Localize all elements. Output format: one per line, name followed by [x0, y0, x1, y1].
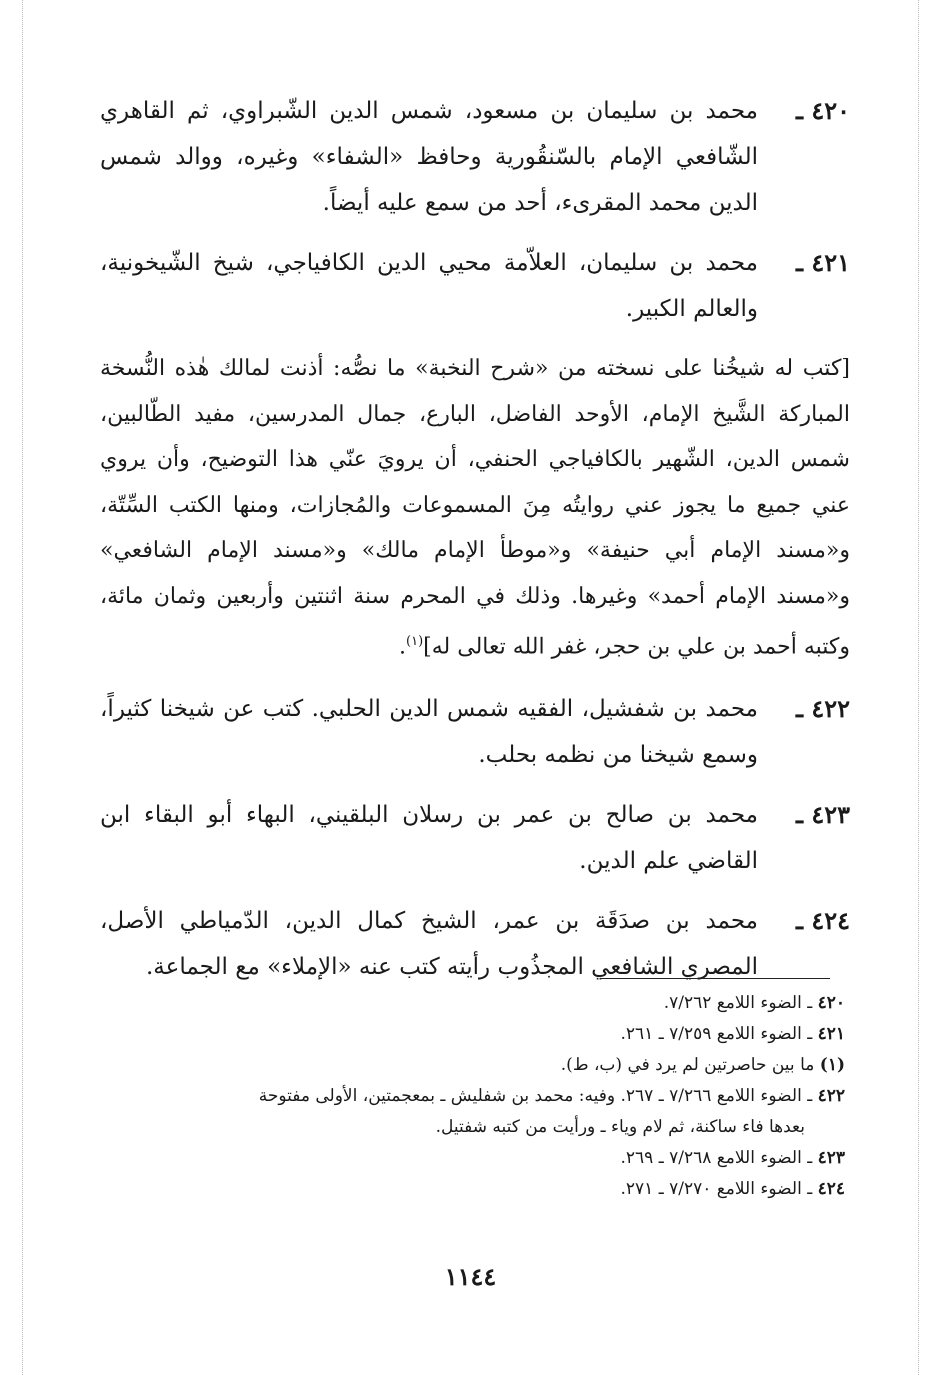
entry-number: ٤٢٣ ـ	[795, 799, 850, 829]
entry-423	[100, 792, 850, 884]
footnote-420: ٤٢٠ ـ الضوء اللامع ٧/٢٦٢.	[663, 993, 845, 1013]
footnote-continuation: بعدها فاء ساكنة، ثم لام وياء ـ ورأيت من كتبه شفتيل.	[435, 1117, 805, 1137]
page-number: ١١٤٤	[444, 1262, 497, 1291]
entry-number: ٤٢٤ ـ	[795, 905, 850, 935]
entry-text: محمد بن صالح بن عمر بن رسلان البلقيني، البهاء أبو البقاء ابن القاضي علم الدين.	[100, 801, 758, 874]
entry-text: محمد بن سليمان بن مسعود، شمس الدين الشّبراوي، ثم القاهري الشّافعي الإمام بالسّنقُورية وحافظ «الشفاء» وغيره، ووالد شمس الدين محمد المقرىء، أحد من سمع عليه أيضاً.	[100, 98, 758, 216]
footnote-422: ٤٢٢ ـ الضوء اللامع ٧/٢٦٦ ـ ٢٦٧. وفيه: محمد بن شفليش ـ بمعجمتين، الأولى مفتوحة بعدها فاء ساكنة، ثم لام وياء ـ ورأيت من كتبه شفتيل.	[100, 1081, 845, 1143]
entry-number: ٤٢٠ ـ	[795, 96, 850, 125]
footnote-421: ٤٢١ ـ الضوء اللامع ٧/٢٥٩ ـ ٢٦١.	[620, 1024, 845, 1044]
footnote-423: ٤٢٣ ـ الضوء اللامع ٧/٢٦٨ ـ ٢٦٩.	[620, 1148, 845, 1168]
main-text	[100, 88, 850, 1004]
entry-number: ٤٢٢ ـ	[795, 693, 850, 723]
entry-text: محمد بن شفشيل، الفقيه شمس الدين الحلبي. كتب عن شيخنا كثيراً، وسمع شيخنا من نظمه بحلب.	[100, 695, 758, 768]
footnotes	[100, 988, 845, 1205]
footnote-separator	[600, 978, 830, 979]
footnote-mark: (١)	[406, 634, 424, 649]
scan-artifact-right	[918, 0, 919, 1375]
entry-421	[100, 240, 850, 332]
footnote-424: ٤٢٤ ـ الضوء اللامع ٧/٢٧٠ ـ ٢٧١.	[620, 1179, 845, 1199]
entry-422	[100, 686, 850, 778]
entry-424	[100, 898, 850, 990]
quoted-ijaza: [كتب له شيخُنا على نسخته من «شرح النخبة» ما نصُّه: أذنت لمالك هٰذه النُّسخة المباركة الشَّيخ الإمام، الأوحد الفاضل، البارع، جمال المدرسين، مفيد الطّالبين، شمس الدين، الشّهير بالكافياجي الحنفي، أن يرويَ عنّي هذا التوضيح، وأن يروي عني جميع ما يجوز عني روايتُه مِنَ المسموعات والمُجازات، ومنها الكتب السِّتّة، و«مسند الإمام أبي حنيفة» و«موطأ الإمام مالك» و«مسند الإمام الشافعي» و«مسند الإمام أحمد» وغيرها. وذلك في المحرم سنة اثنتين وأربعين وثمان مائة، وكتبه أحمد بن علي بن حجر، غفر الله تعالى له]$^{(١)}$.	[100, 356, 850, 660]
footnote-1: (١) ما بين حاصرتين لم يرد في (ب، ط).	[560, 1055, 845, 1075]
entry-text: محمد بن صدَقَة بن عمر، الشيخ كمال الدين، الدّمياطي الأصل، المصري الشافعي المجذُوب رأيته كتب عنه «الإملاء» مع الجماعة.	[100, 907, 758, 980]
entry-text: محمد بن سليمان، العلاّمة محيي الدين الكافياجي، شيخ الشّيخونية، والعالم الكبير.	[100, 250, 758, 322]
quote-text: [كتب له شيخُنا على نسخته من «شرح النخبة» ما نصُّه: أذنت لمالك هٰذه النُّسخة المباركة الشَّيخ الإمام، الأوحد الفاضل، البارع، جمال المدرسين، مفيد الطّالبين، شمس الدين، الشّهير بالكافياجي الحنفي، أن يرويَ عنّي هذا التوضيح، وأن يروي عني جميع ما يجوز عني روايتُه مِنَ المسموعات والمُجازات، ومنها الكتب السِّتّة، و«مسند الإمام أبي حنيفة» و«موطأ الإمام مالك» و«مسند الإمام الشافعي» و«مسند الإمام أحمد» وغيرها. وذلك في المحرم سنة اثنتين وأربعين وثمان مائة، وكتبه أحمد بن علي بن حجر، غفر الله تعالى له]	[100, 356, 850, 660]
entry-420	[100, 88, 850, 226]
scan-artifact-left	[22, 0, 23, 1375]
entry-number: ٤٢١ ـ	[795, 248, 850, 277]
